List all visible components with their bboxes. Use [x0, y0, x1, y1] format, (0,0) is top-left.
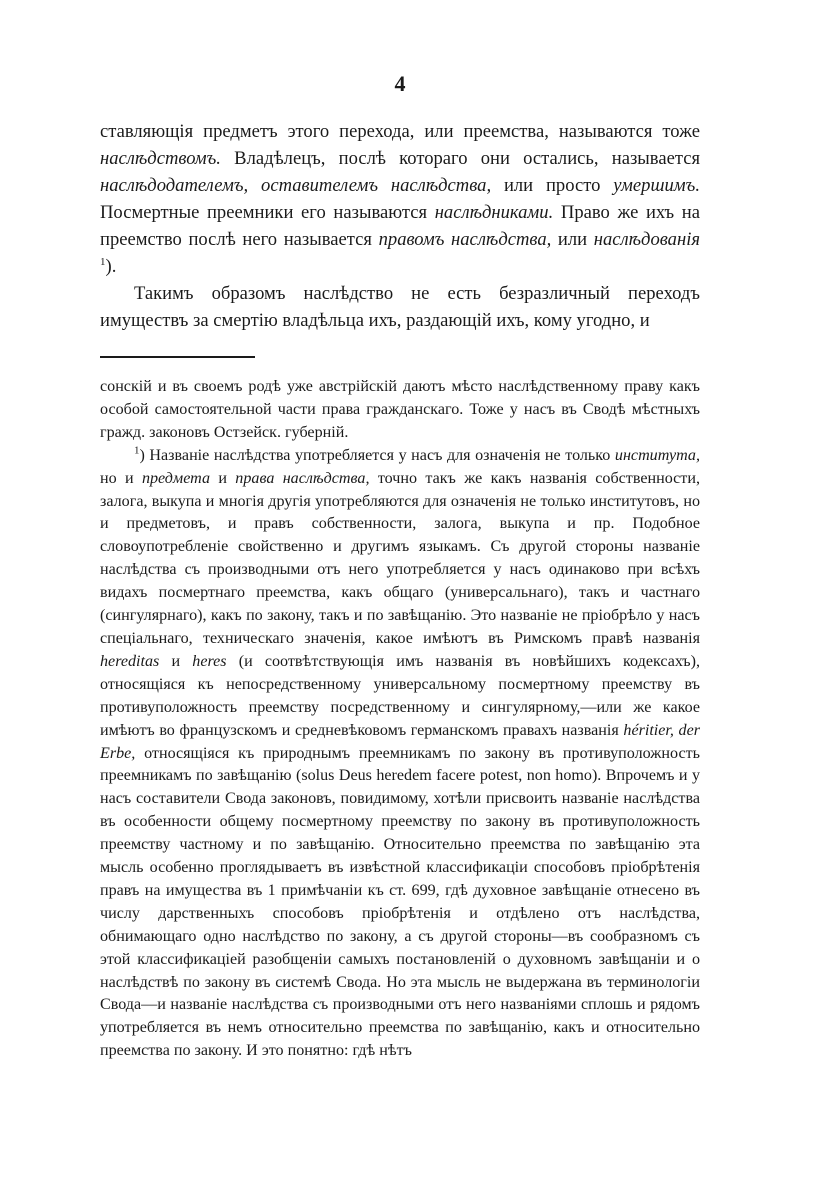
main-paragraph-2: Такимъ образомъ наслѣдство не есть безразличный переходъ имуществъ за смертію владѣльца ихъ, раздающій ихъ, кому угодно, и [100, 283, 700, 331]
italic-term: умершимъ. [613, 175, 700, 196]
text-run: точно такъ же какъ названія собственности, залога, выкупа и многія другія употребляются для означенія не только институтовъ, но и предметовъ, и правъ собственности, залога, выкупа и пр. Подобное словоупотребленіе свойственно и другимъ языкамъ. Съ другой стороны названіе наслѣдства съ производными отъ него употребляется у насъ одинаково при всѣхъ видахъ посмертнаго преемства, какъ общаго (универсальнаго), такъ и частнаго (сингулярнаго), какъ по закону, такъ и по завѣщанію. Это названіе не пріобрѣло у насъ спеціальнаго, техническаго значенія, какое имѣютъ въ Римскомъ правѣ названія [100, 469, 700, 647]
main-paragraph-1 [100, 118, 700, 280]
italic-term: правомъ наслѣдства, [378, 229, 552, 250]
page-number: 4 [394, 71, 406, 96]
text-run: (и соотвѣтствующія имъ названія въ новѣйшихъ кодексахъ), относящіяся къ непосредственному универсальному посмертному преемству въ противуположность преемству посредственному и сингулярному,—или же какое имѣютъ во французскомъ и средневѣковомъ германскомъ правахъ названія [100, 652, 700, 739]
footnote-1 [100, 445, 700, 1063]
italic-term: héritier, der Erbe, [100, 721, 700, 762]
text-run: Посмертные преемники его называются [100, 202, 435, 223]
text-run: ) Названіе наслѣдства употребляется у насъ для означенія не только [139, 446, 615, 464]
footnote-reference: 1 [100, 255, 106, 268]
text-run: Владѣлецъ, послѣ котораго они остались, называется [220, 148, 700, 169]
footnote-separator [100, 356, 255, 358]
text-run: Право же ихъ на преемство послѣ него называется [100, 202, 700, 250]
italic-term: института, [614, 446, 700, 464]
text-run: но и [100, 469, 142, 487]
footnote-marker: 1 [134, 444, 140, 457]
italic-term: наслѣдодателемъ, оставителемъ наслѣдства, [100, 175, 492, 196]
text-run: ). [105, 256, 117, 277]
text-run: или просто [491, 175, 614, 196]
italic-term: наслѣдниками. [434, 202, 554, 223]
italic-term: наслѣдствомъ. [100, 148, 221, 169]
footnote-continuation: сонскій и въ своемъ родѣ уже австрійскій даютъ мѣсто наслѣдственному праву какъ особой самостоятельной части права гражданскаго. Тоже у насъ въ Сводѣ мѣстныхъ гражд. законовъ Остзейск. губерній. [100, 378, 700, 441]
italic-term: heres [192, 652, 227, 670]
text-run: и [159, 652, 193, 670]
italic-term: hereditas [100, 652, 160, 670]
text-run: ставляющія предметъ этого перехода, или преемства, называются тоже [100, 121, 700, 142]
italic-term: предмета [141, 469, 210, 487]
text-run: и [210, 469, 236, 487]
page [100, 70, 700, 1063]
italic-term: права наслѣдства, [235, 469, 370, 487]
text-run: или [551, 229, 594, 250]
italic-term: наслѣдованія [593, 229, 701, 250]
text-run: относящіяся къ природнымъ преемникамъ по закону въ противуположность преемникамъ по завѣщанію (solus Deus heredem facere potest, non homo). Впрочемъ и у насъ составители Свода законовъ, повидимому, хотѣли присвоить названіе наслѣдства въ особенности общему посмертному преемству по закону въ противуположность преемству частному и по завѣщанію. Относительно преемства по завѣщанію эта мысль особенно проглядываетъ въ извѣстной классификаціи способовъ пріобрѣтенія правъ на имущества въ 1 примѣчаніи къ ст. 699, гдѣ духовное завѣщаніе отнесено въ числу дарственныхъ способовъ пріобрѣтенія и отдѣлено отъ наслѣдства, обнимающаго одно наслѣдство по закону, а съ другой стороны—въ сообразномъ съ этой классификаціей разобщеніи самыхъ постановленій о духовномъ завѣщаніи и о наслѣдствѣ по закону въ системѣ Свода. Но эта мысль не выдержана въ терминологіи Свода—и названіе наслѣдства съ производными отъ него названіями сплошь и рядомъ употребляется въ немъ относительно преемства по завѣщанію, какъ и относительно преемства по закону. И это понятно: гдѣ нѣтъ [100, 744, 700, 1060]
